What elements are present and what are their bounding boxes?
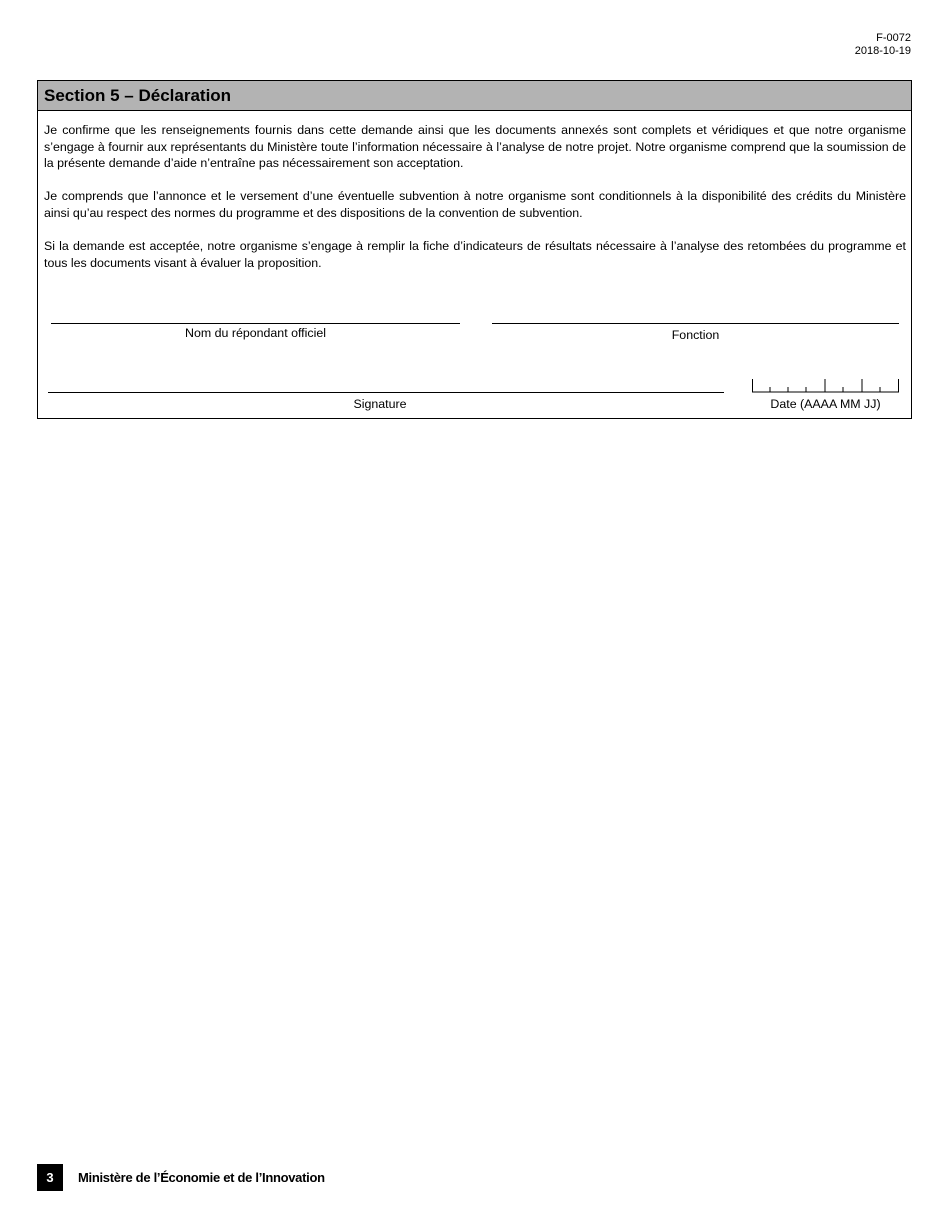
form-date: 2018-10-19 — [854, 45, 911, 57]
signature-label: Signature — [353, 397, 407, 411]
form-code — [855, 32, 911, 58]
function-field[interactable] — [492, 323, 899, 324]
signature-field[interactable] — [48, 392, 724, 393]
date-label: Date (AAAA MM JJ) — [770, 397, 881, 411]
function-label: Fonction — [671, 328, 720, 342]
page-number: 3 — [37, 1164, 63, 1191]
official-name-label: Nom du répondant officiel — [185, 326, 326, 340]
declaration-paragraph-2: Je comprends que l’annonce et le versement d’une éventuelle subvention à notre organisme sont conditionnels à la disponibilité des crédits du Ministère ainsi qu’au respect des normes du programme et des dispositions de la convention de subvention. — [44, 189, 906, 220]
ministry-name: Ministère de l’Économie et de l’Innovation — [78, 1170, 325, 1185]
section-title: Section 5 – Déclaration — [38, 81, 911, 111]
form-number: F-0072 — [876, 32, 911, 44]
declaration-paragraph-3: Si la demande est acceptée, notre organisme s’engage à remplir la fiche d’indicateurs de résultats nécessaire à l’analyse des retombées du programme et tous les documents visant à évaluer la proposition. — [44, 239, 906, 270]
declaration-paragraph-1: Je confirme que les renseignements fournis dans cette demande ainsi que les documents annexés sont complets et véridiques et que notre organisme s’engage à fournir aux représentants du Ministère toute l’information nécessaire à l’analyse de notre projet. Notre organisme comprend que la soumission de la présente demande d’aide n’entraîne pas nécessairement son acceptation. — [44, 123, 906, 171]
declaration-section — [37, 80, 912, 419]
date-field[interactable] — [752, 379, 899, 393]
official-name-field[interactable] — [51, 323, 460, 324]
